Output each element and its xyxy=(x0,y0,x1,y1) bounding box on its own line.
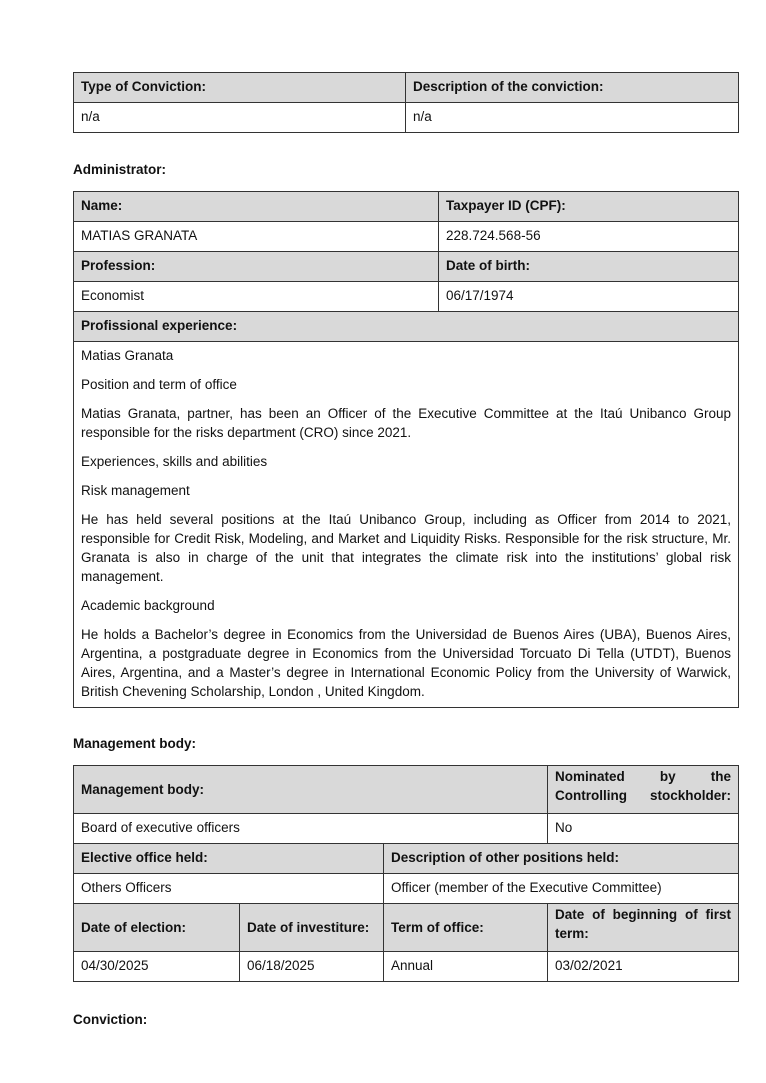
cpf-header: Taxpayer ID (CPF): xyxy=(439,192,739,222)
administrator-table xyxy=(73,191,739,708)
name-value: MATIAS GRANATA xyxy=(74,222,439,252)
experience-paragraph: He has held several positions at the Itaú Unibanco Group, including as Officer from 2014 to 2021, responsible for Credit Risk, Modeling, and Market and Liquidity Risks. Responsible for the risk structure, Mr. Granata is also in charge of the unit that integrates the climate risk into the institutions’ global risk management. xyxy=(81,512,731,584)
election-date-value: 04/30/2025 xyxy=(74,952,240,982)
management-body-header: Management body: xyxy=(74,766,548,814)
conviction-description-value: n/a xyxy=(406,103,739,133)
investiture-date-header: Date of investiture: xyxy=(240,904,384,952)
conviction-table xyxy=(73,72,739,133)
term-value: Annual xyxy=(384,952,548,982)
nominated-value: No xyxy=(548,814,739,844)
conviction-heading: Conviction: xyxy=(73,1012,148,1027)
investiture-date-value: 06/18/2025 xyxy=(240,952,384,982)
administrator-heading: Administrator: xyxy=(73,162,167,177)
other-positions-value: Officer (member of the Executive Committee) xyxy=(384,874,739,904)
management-body-value: Board of executive officers xyxy=(74,814,548,844)
election-date-header: Date of election: xyxy=(74,904,240,952)
name-header: Name: xyxy=(74,192,439,222)
experience-paragraph: Matias Granata xyxy=(81,348,174,363)
management-heading: Management body: xyxy=(73,736,197,751)
dob-value: 06/17/1974 xyxy=(439,282,739,312)
elective-office-value: Others Officers xyxy=(74,874,384,904)
first-term-header: Date of beginning of first term: xyxy=(548,904,739,952)
conviction-type-value: n/a xyxy=(74,103,406,133)
experience-header: Profissional experience: xyxy=(74,312,739,342)
management-table xyxy=(73,765,739,982)
dob-header: Date of birth: xyxy=(439,252,739,282)
profession-header: Profession: xyxy=(74,252,439,282)
experience-paragraph: Matias Granata, partner, has been an Officer of the Executive Committee at the Itaú Unibanco Group responsible for the risks department (CRO) since 2021. xyxy=(81,406,731,440)
conviction-type-header: Type of Conviction: xyxy=(74,73,406,103)
elective-office-header: Elective office held: xyxy=(74,844,384,874)
conviction-description-header: Description of the conviction: xyxy=(406,73,739,103)
other-positions-header: Description of other positions held: xyxy=(384,844,739,874)
profession-value: Economist xyxy=(74,282,439,312)
experience-paragraph: He holds a Bachelor’s degree in Economics from the Universidad de Buenos Aires (UBA), Buenos Aires, Argentina, a postgraduate degree in Economics from the Universidad Torcuato Di Tella (UTDT), Buenos Aires, Argentina, and a Master’s degree in International Economic Policy from the University of Warwick, British Chevening Scholarship, London , United Kingdom. xyxy=(81,627,731,699)
nominated-header: Nominated by the Controlling stockholder: xyxy=(548,766,739,814)
experience-paragraph: Risk management xyxy=(81,483,190,498)
term-header: Term of office: xyxy=(384,904,548,952)
experience-content xyxy=(74,342,739,708)
experience-paragraph: Academic background xyxy=(81,598,215,613)
cpf-value: 228.724.568-56 xyxy=(439,222,739,252)
experience-paragraph: Experiences, skills and abilities xyxy=(81,454,268,469)
experience-paragraph: Position and term of office xyxy=(81,377,237,392)
first-term-value: 03/02/2021 xyxy=(548,952,739,982)
